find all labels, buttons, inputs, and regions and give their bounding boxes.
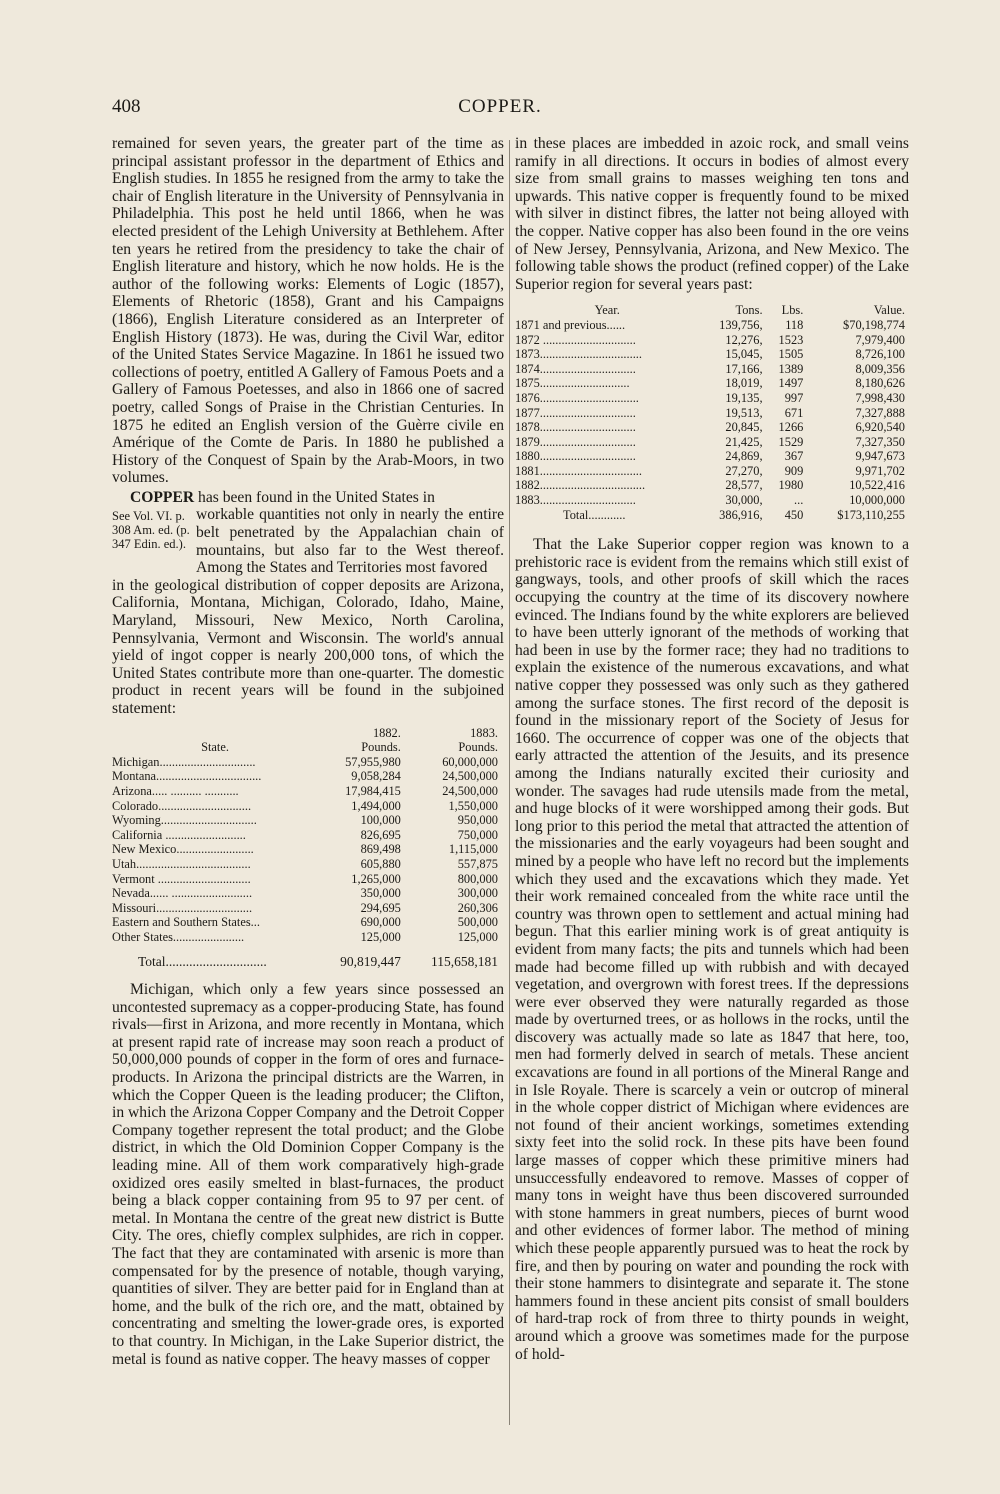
state-name: Eastern and Southern States... [112, 915, 260, 930]
total-1882: 90,819,447 [340, 953, 401, 969]
table-row [515, 493, 909, 508]
lbs-value: 1266 [778, 420, 804, 435]
value-1883: 300,000 [457, 886, 498, 901]
lbs-value: 118 [785, 317, 804, 332]
lbs-value: ... [794, 493, 804, 508]
table-header-1882-year: 1882. [372, 725, 401, 740]
table-row [112, 755, 504, 770]
total-value: $173,110,255 [837, 507, 905, 522]
value-1883: 800,000 [457, 871, 498, 886]
dollar-value: 8,009,356 [855, 361, 905, 376]
tons-value: 19,135, [725, 390, 763, 405]
lbs-value: 1529 [778, 434, 804, 449]
year-label: 1878............................... [515, 420, 636, 435]
year-label: 1883............................... [515, 493, 636, 508]
lbs-value: 367 [784, 449, 804, 464]
table-row [515, 362, 909, 377]
table-header-tons: Tons. [735, 303, 763, 318]
tons-value: 15,045, [725, 347, 763, 362]
table-header-blank [112, 726, 318, 741]
state-name: Michigan............................... [112, 754, 256, 769]
value-1882: 826,695 [360, 827, 401, 842]
state-name: Missouri............................... [112, 900, 253, 915]
total-1883: 115,658,181 [431, 953, 498, 969]
table-row [112, 901, 504, 916]
table-row [112, 828, 504, 843]
table-header-year: Year. [594, 303, 620, 318]
tons-value: 27,270, [725, 463, 763, 478]
tons-value: 18,019, [725, 376, 763, 391]
tons-value: 28,577, [725, 478, 763, 493]
table-row [112, 769, 504, 784]
state-name: Colorado.............................. [112, 798, 252, 813]
year-label: 1873................................. [515, 347, 643, 362]
table-header-state: State. [201, 740, 229, 755]
dollar-value: 8,180,626 [855, 376, 905, 391]
table-row [515, 391, 909, 406]
tons-value: 17,166, [725, 361, 763, 376]
table-row [515, 333, 909, 348]
total-tons: 386,916, [719, 507, 763, 522]
value-1882: 100,000 [360, 813, 401, 828]
table-row [112, 813, 504, 828]
state-name: Nevada...... .......................... [112, 886, 253, 901]
value-1883: 1,550,000 [448, 798, 498, 813]
year-label: 1877............................... [515, 405, 636, 420]
lbs-value: 909 [784, 463, 804, 478]
lbs-value: 1505 [778, 347, 804, 362]
side-note-block [112, 506, 504, 576]
side-note: See Vol. VI. p. 308 Am. ed. (p. 347 Edin. ed.). [112, 509, 190, 552]
table-header-1883-year: 1883. [470, 725, 498, 740]
table-row [515, 420, 909, 435]
dollar-value: 6,920,540 [855, 420, 905, 435]
copper-heading: COPPER [130, 488, 195, 506]
table-row [515, 318, 909, 333]
state-name: Other States....................... [112, 929, 245, 944]
table-header-value: Value. [873, 303, 905, 318]
lbs-value: 997 [784, 390, 804, 405]
value-1883: 260,306 [457, 900, 498, 915]
table-header-1883-unit: Pounds. [458, 740, 498, 755]
value-1882: 690,000 [360, 915, 401, 930]
table-total-row [515, 508, 909, 523]
table-row [112, 784, 504, 799]
dollar-value: 8,726,100 [855, 347, 905, 362]
value-1883: 950,000 [457, 813, 498, 828]
value-1883: 500,000 [457, 915, 498, 930]
table-row [515, 435, 909, 450]
table-row [112, 915, 504, 930]
value-1883: 1,115,000 [448, 842, 498, 857]
right-paragraph-1: in these places are imbedded in azoic rock, and small veins ramify in all directions. It occurs in bodies of almost every size from small grains to masses weighing ten tons and upwards. This native copper is frequently found to be mixed with silver in distinct fibres, the latter not being alloyed with the copper. Native copper has also been found in the ore veins of New Jersey, Pennsylvania, Arizona, and New Mexico. The following table shows the product (refined copper) of the Lake Superior region for several years past: [515, 135, 909, 293]
value-1882: 125,000 [360, 929, 401, 944]
lake-superior-table [515, 303, 909, 522]
page-number: 408 [112, 96, 141, 117]
state-name: New Mexico......................... [112, 842, 254, 857]
table-row [515, 347, 909, 362]
table-row [515, 406, 909, 421]
table-row [112, 872, 504, 887]
year-label: 1882.................................. [515, 478, 646, 493]
value-1882: 350,000 [360, 886, 401, 901]
copper-entry [112, 489, 504, 718]
table-row [515, 376, 909, 391]
year-label: 1875............................. [515, 376, 630, 391]
table-row [112, 857, 504, 872]
value-1882: 9,058,284 [351, 769, 401, 784]
dollar-value: 9,947,673 [855, 449, 905, 464]
copper-entry-lead [112, 489, 504, 507]
tons-value: 21,425, [725, 434, 763, 449]
value-1883: 24,500,000 [442, 769, 498, 784]
left-paragraph-1: remained for seven years, the greater part of the time as principal assistant professor in the department of Ethics and English studies. In 1855 he resigned from the army to take the chair of English literature in the University of Pennsylvania in Philadelphia. This post he held until 1866, when he was elected president of the Lehigh University at Bethlehem. After ten years he retired from the presidency to take the chair of English literature and history, which he now holds. He is the author of the following works: Elements of Logic (1857), Elements of Rhetoric (1858), Grant and his Campaigns (1866), English Literature considered as an Interpreter of English History (1873). He was, during the Civil War, editor of the United States Service Magazine. In 1861 he issued two collections of poetry, entitled A Gallery of Famous Poets and a Gallery of Famous Poetesses, and also in 1866 one of sacred poetry, called Songs of Praise in the Christian Centuries. In 1875 he edited an English version of the Guèrre civile en Amérique of the Comte de Paris. In 1880 he published a History of the Conquest of Spain by the Arab-Moors, in two volumes. [112, 135, 504, 487]
table-row [112, 799, 504, 814]
year-label: 1881................................. [515, 463, 643, 478]
tons-value: 19,513, [725, 405, 763, 420]
dollar-value: 10,522,416 [849, 478, 905, 493]
state-name: Montana.................................. [112, 769, 262, 784]
lbs-value: 1980 [778, 478, 804, 493]
value-1882: 57,955,980 [345, 754, 401, 769]
year-label: 1872 .............................. [515, 332, 636, 347]
value-1882: 17,984,415 [345, 783, 401, 798]
lbs-value: 1497 [778, 376, 804, 391]
total-lbs: 450 [784, 507, 804, 522]
value-1882: 294,695 [360, 900, 401, 915]
value-1882: 1,265,000 [351, 871, 401, 886]
year-label: 1871 and previous...... [515, 317, 626, 332]
dollar-value: 10,000,000 [849, 493, 905, 508]
value-1882: 869,498 [360, 842, 401, 857]
state-name: Arizona..... .......... ........... [112, 783, 239, 798]
state-name: Wyoming............................... [112, 813, 257, 828]
value-1882: 605,880 [360, 856, 401, 871]
year-label: 1879............................... [515, 434, 636, 449]
table-row [112, 886, 504, 901]
value-1883: 750,000 [457, 827, 498, 842]
table-row [112, 842, 504, 857]
tons-value: 24,869, [725, 449, 763, 464]
column-rule [509, 140, 510, 1425]
dollar-value: 7,979,400 [855, 332, 905, 347]
tons-value: 12,276, [725, 332, 763, 347]
lbs-value: 671 [784, 405, 804, 420]
lbs-value: 1389 [778, 361, 804, 376]
year-label: 1880............................... [515, 449, 636, 464]
state-name: Vermont .............................. [112, 871, 251, 886]
table-total-row [112, 945, 504, 970]
value-1883: 60,000,000 [442, 754, 498, 769]
table-header-1882-unit: Pounds. [361, 740, 401, 755]
table-row [515, 464, 909, 479]
year-label: 1874............................... [515, 361, 636, 376]
running-head: COPPER. [458, 96, 542, 117]
value-1883: 125,000 [457, 929, 498, 944]
dollar-value: 7,998,430 [855, 390, 905, 405]
tons-value: 139,756, [719, 317, 763, 332]
tons-value: 30,000, [725, 493, 763, 508]
state-name: Utah..................................... [112, 856, 251, 871]
dollar-value: 9,971,702 [855, 463, 905, 478]
state-production-table [112, 726, 504, 970]
total-label: Total............ [563, 507, 626, 522]
right-column [515, 135, 909, 1363]
side-text: workable quantities not only in nearly the entire belt penetrated by the Appalachian chain of mountains, but also far to the West thereof. Among the States and Territories most favored [196, 506, 504, 577]
table-row [515, 449, 909, 464]
dollar-value: $70,198,774 [843, 317, 905, 332]
dollar-value: 7,327,350 [855, 434, 905, 449]
value-1883: 24,500,000 [442, 783, 498, 798]
left-paragraph-2: in the geological distribution of copper deposits are Arizona, California, Montana, Michigan, Colorado, Idaho, Maine, Maryland, Missouri, New Mexico, North Carolina, Pennsylvania, Vermont and Wisconsin. The world's annual yield of ingot copper is nearly 200,000 tons, of which the United States contribute more than one-quarter. The domestic product in recent years will be found in the subjoined statement: [112, 576, 504, 717]
table-row [112, 930, 504, 945]
left-column [112, 135, 504, 1368]
dollar-value: 7,327,888 [855, 405, 905, 420]
total-label: Total.............................. [138, 953, 267, 969]
value-1883: 557,875 [457, 856, 498, 871]
table-row [515, 478, 909, 493]
copper-lead-text: has been found in the United States in [198, 488, 435, 506]
tons-value: 20,845, [725, 420, 763, 435]
lbs-value: 1523 [778, 332, 804, 347]
year-label: 1876................................ [515, 390, 639, 405]
table-header-lbs: Lbs. [781, 303, 804, 318]
left-paragraph-3: Michigan, which only a few years since possessed an uncontested supremacy as a copper-producing State, has found rivals—first in Arizona, and more recently in Montana, which at present rapid rate of increase may soon reach a product of 50,000,000 pounds of copper in the form of ores and furnace-products. In Arizona the principal districts are the Warren, in which the Copper Queen is the leading producer; the Clifton, in which the Arizona Copper Company and the Detroit Copper Company together represent the total product; and the Globe district, in which the Old Dominion Copper Company is the leading mine. All of them work comparatively high-grade oxidized ores easily smelted in blast-furnaces, the product being a black copper containing from 95 to 97 per cent. of metal. In Montana the centre of the great new district is Butte City. The ores, chiefly complex sulphides, are rich in copper. The fact that they are contaminated with arsenic is more than compensated for by the presence of notable, though varying, quantities of silver. They are better paid for in England than at home, and the bulk of the rich ore, and the matt, obtained by concentrating and smelting the lower-grade ores, is exported to that country. In Michigan, in the Lake Superior district, the metal is found as native copper. The heavy masses of copper [112, 981, 505, 1368]
right-paragraph-2: That the Lake Superior copper region was known to a prehistoric race is evident from the remains which still exist of gangways, tools, and other proofs of skill which the races occupying the country at the time of its discovery nowhere evinced. The Indians found by the white explorers are believed to have been utterly ignorant of the methods of working that had been in use by the former race; they had no traditions to explain the existence of the numerous excavations, and what native copper they possessed was only such as they gathered among the surface stones. The first record of the deposit is found in the missionary report of the Society of Jesus for 1660. The occurrence of copper was one of the objects that early attracted the attention of the Jesuits, and its presence among the Indians naturally excited their curiosity and wonder. The savages had rude utensils made from the metal, and huge blocks of it were worshipped among their gods. But long prior to this period the metal that attracted the attention of the missionaries and the early voyageurs had been sought and mined by a people who have left no record but the implements which they used and the excavations which they made. Yet their work remained concealed from the white race until the country was thrown open to settlement and actual mining had begun. That this earlier mining work is of great antiquity is evident from many facts; the pits and tunnels which had been made had become filled up with rubbish and with decayed vegetation, and overgrown with forest trees. If the depressions were ever observed they were naturally regarded as those made by overturned trees, or as hollows in the rocks, until the discovery was actually made so late as 1847 that here, too, men had formerly delved in search of metals. These ancient excavations are found in all portions of the Mineral Range and in Isle Royale. There is scarcely a vein or outcrop of mineral in the whole copper district of Michigan where evidences are not found of their ancient workings, sometimes extending sixty feet into the solid rock. In these pits have been found large masses of copper which these primitive miners had unsuccessfully endeavored to remove. Masses of copper of many tons in weight have thus been discovered surrounded with stone hammers in great numbers, pieces of burnt wood and other evidences of former labor. The method of mining which these people apparently pursued was to heat the rock by fire, and then by pouring on water and pounding the rock with their stone hammers to disintegrate and separate it. The stone hammers found in these ancient pits consist of small boulders of hard-trap rock of from three to thirty pounds in weight, around which a groove was sometimes made for the purpose of hold- [515, 536, 909, 1363]
state-name: California .......................... [112, 827, 246, 842]
value-1882: 1,494,000 [351, 798, 401, 813]
